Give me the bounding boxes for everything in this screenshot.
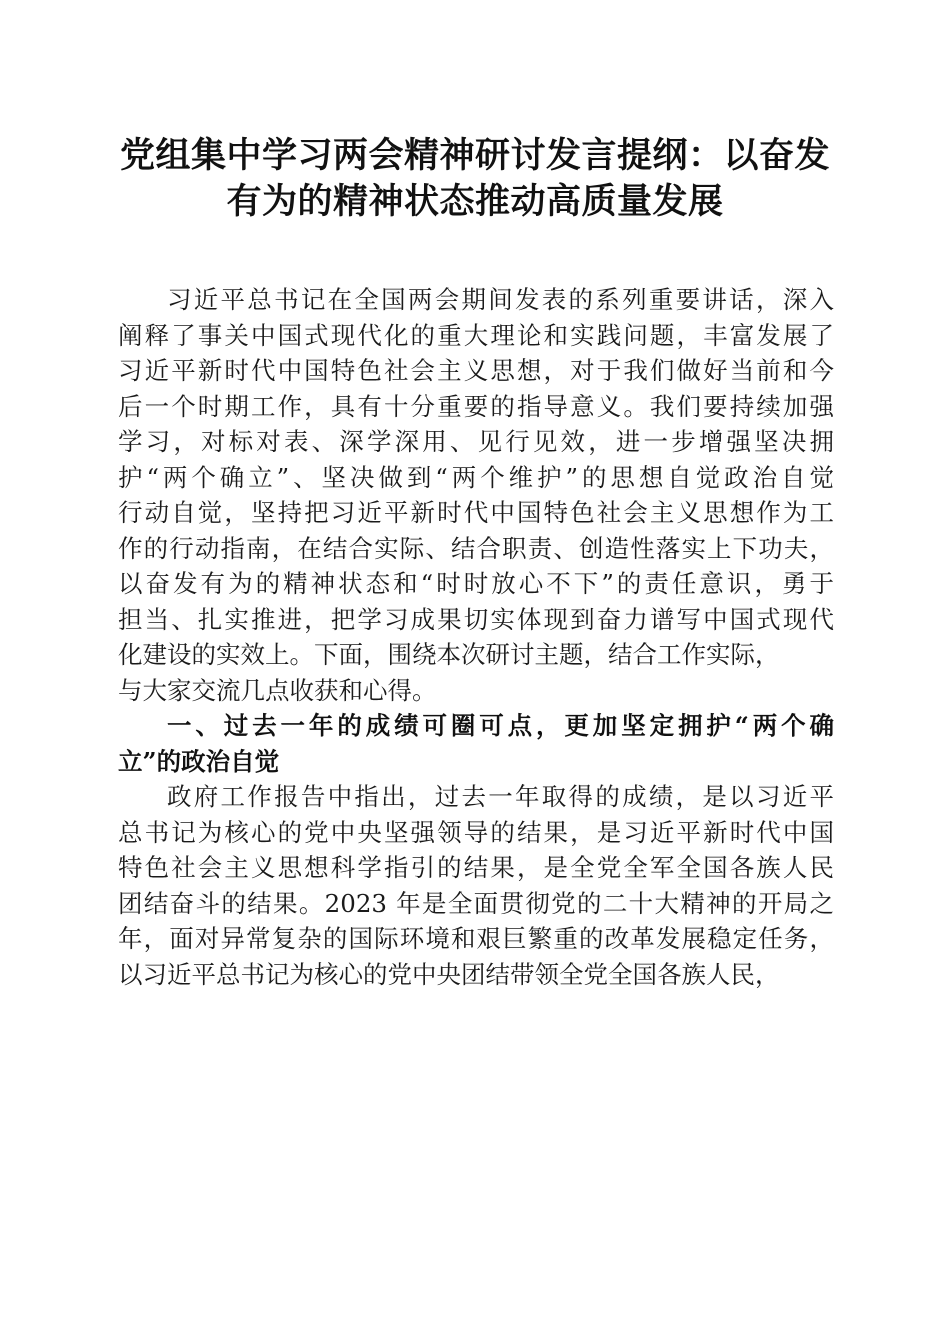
paragraph-line: 总书记为核心的党中央坚强领导的结果，是习近平新时代中国 <box>118 817 834 847</box>
paragraph-line: 以习近平总书记为核心的党中央团结带领全党全国各族人民， <box>118 959 780 989</box>
paragraph-line: 与大家交流几点收获和心得。 <box>118 675 437 705</box>
paragraph-line: 政府工作报告中指出，过去一年取得的成绩，是以习近平 <box>167 782 834 811</box>
paragraph-line: 以奋发有为的精神状态和“时时放心不下”的责任意识，勇于 <box>118 569 834 598</box>
paragraph-line: 特色社会主义思想科学指引的结果，是全党全军全国各族人民 <box>118 853 834 882</box>
section-heading-1 <box>118 708 834 779</box>
paragraph-line: 行动自觉，坚持把习近平新时代中国特色社会主义思想作为工 <box>118 498 834 527</box>
title-line: 党组集中学习两会精神研讨发言提纲：以奋发 <box>119 135 830 176</box>
paragraph-section-1 <box>118 779 834 992</box>
paragraph-line: 学习，对标对表、深学深用、见行见效，进一步增强坚决拥 <box>118 427 834 456</box>
paragraph-intro <box>118 282 834 708</box>
title-line: 有为的精神状态推动高质量发展 <box>226 181 724 222</box>
paragraph-line: 团结奋斗的结果。2023 年是全面贯彻党的二十大精神的开局之 <box>118 888 834 918</box>
paragraph-line: 担当、扎实推进，把学习成果切实体现到奋力谱写中国式现代 <box>118 604 834 634</box>
paragraph-line: 护“两个确立”、坚决做到“两个维护”的思想自觉政治自觉 <box>118 462 834 492</box>
paragraph-line: 化建设的实效上。下面，围绕本次研讨主题，结合工作实际， <box>118 640 780 669</box>
document-title <box>100 133 850 225</box>
heading-line: 立”的政治自觉 <box>118 746 280 776</box>
heading-line: 一、过去一年的成绩可圈可点，更加坚定拥护“两个确 <box>167 711 834 740</box>
paragraph-line: 后一个时期工作，具有十分重要的指导意义。我们要持续加强 <box>118 391 834 421</box>
document-body <box>118 282 834 992</box>
paragraph-line: 年，面对异常复杂的国际环境和艰巨繁重的改革发展稳定任务， <box>118 924 834 953</box>
paragraph-line: 习近平总书记在全国两会期间发表的系列重要讲话，深入 <box>167 285 834 314</box>
paragraph-line: 阐释了事关中国式现代化的重大理论和实践问题，丰富发展了 <box>118 320 834 350</box>
paragraph-line: 习近平新时代中国特色社会主义思想，对于我们做好当前和今 <box>118 356 834 385</box>
paragraph-line: 作的行动指南，在结合实际、结合职责、创造性落实上下功夫， <box>118 533 834 563</box>
